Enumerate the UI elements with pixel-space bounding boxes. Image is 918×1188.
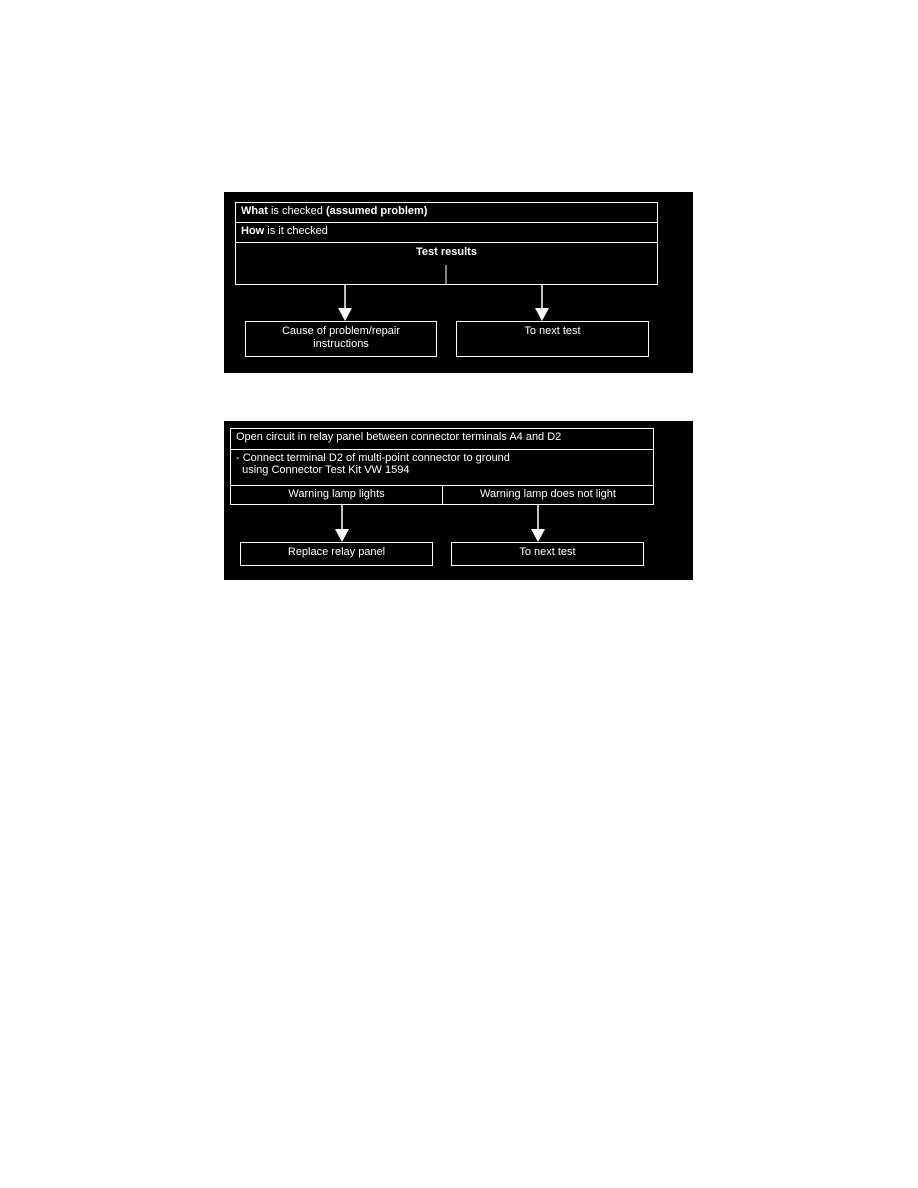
how-label: How xyxy=(241,225,265,237)
cause-line-1: Cause of problem/repair xyxy=(281,325,400,337)
left-arrow-head xyxy=(338,308,352,321)
what-label: What xyxy=(241,205,268,217)
right-arrow-head-2 xyxy=(531,529,545,542)
what-text: is checked xyxy=(267,205,326,217)
replace-relay-label: Replace relay panel xyxy=(287,546,386,558)
legend-arrows xyxy=(224,192,693,373)
next-test-label-2: To next test xyxy=(519,546,576,558)
next-test-label: To next test xyxy=(524,325,581,337)
result-left-label: Warning lamp lights xyxy=(288,488,385,500)
check-step-line-1: - Connect terminal D2 of multi-point connector to ground xyxy=(236,452,510,464)
example-diagram xyxy=(224,421,693,580)
test-results-label: Test results xyxy=(416,246,477,258)
how-text: is it checked xyxy=(264,225,328,237)
right-arrow-head xyxy=(535,308,549,321)
result-right-label: Warning lamp does not light xyxy=(480,488,616,500)
what-paren: (assumed problem) xyxy=(325,205,428,217)
example-arrows xyxy=(224,421,693,580)
left-arrow-head-2 xyxy=(335,529,349,542)
check-step-line-2: using Connector Test Kit VW 1594 xyxy=(236,464,410,476)
problem-title: Open circuit in relay panel between connector terminals A4 and D2 xyxy=(236,431,562,443)
cause-line-2: instructions xyxy=(313,338,369,350)
legend-diagram xyxy=(224,192,693,373)
